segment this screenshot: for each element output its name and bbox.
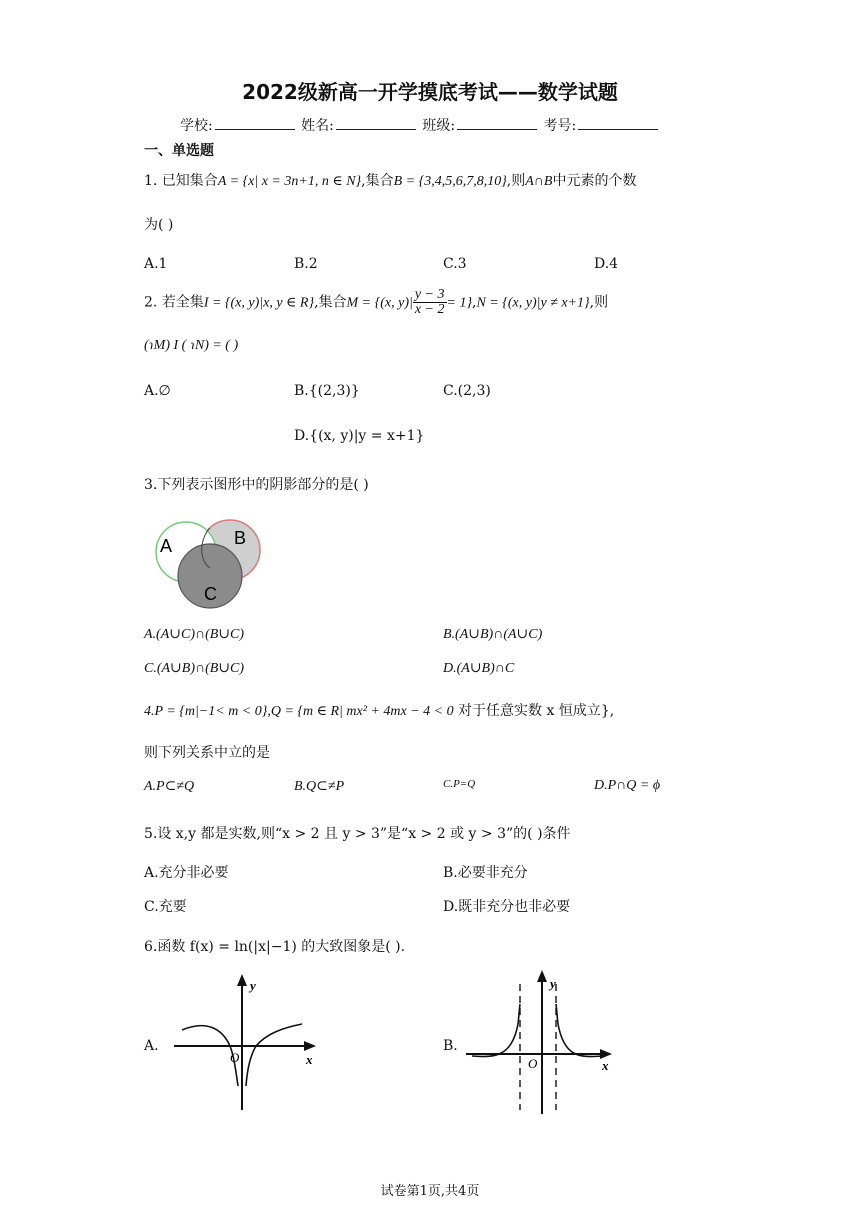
x-axis-label: x bbox=[306, 1052, 313, 1067]
x-axis-label: x bbox=[602, 1058, 609, 1073]
q1-option-c[interactable]: C.3 bbox=[443, 256, 467, 272]
y-axis-label: y bbox=[550, 976, 556, 991]
text: 中元素的个数 bbox=[552, 173, 637, 189]
curve-left bbox=[472, 1004, 520, 1057]
q3-option-a[interactable]: A.(A∪C)∩(B∪C) bbox=[144, 627, 245, 642]
set-i: I = {(x, y)|x, y ∈ R} bbox=[203, 295, 315, 311]
set-definitions: 4.P = {m|−1< m < 0},Q = {m ∈ R| mx² + 4mx − 4 < 0 bbox=[144, 704, 454, 719]
q6-option-a[interactable]: A. bbox=[144, 1038, 159, 1054]
page-title: 2022级新高一开学摸底考试——数学试题 bbox=[242, 80, 618, 104]
question-number: 1. bbox=[144, 173, 158, 189]
question-1-stem-cont: 为( ) bbox=[144, 217, 174, 233]
school-blank bbox=[215, 115, 295, 130]
name-blank bbox=[336, 115, 416, 130]
text: 若全集 bbox=[161, 294, 204, 311]
name-label: 姓名: bbox=[301, 118, 334, 134]
q4-option-a[interactable]: A.P⊂≠Q bbox=[144, 779, 195, 794]
question-4-stem-cont: 则下列关系中立的是 bbox=[144, 745, 270, 761]
question-1-stem bbox=[144, 170, 636, 190]
q5-option-c[interactable]: C.充要 bbox=[144, 899, 187, 915]
page-footer: 试卷第1页,共4页 bbox=[380, 1184, 480, 1199]
y-axis-label: y bbox=[250, 978, 256, 993]
origin-label: O bbox=[528, 1056, 538, 1071]
question-4-stem bbox=[144, 700, 614, 720]
q1-option-a[interactable]: A.1 bbox=[144, 256, 168, 272]
curve-right bbox=[246, 1024, 302, 1086]
q2-option-b[interactable]: B.{(2,3)} bbox=[294, 383, 360, 399]
q2-option-d[interactable]: D.{(x, y)|y = x+1} bbox=[294, 428, 425, 444]
y-axis-arrow bbox=[537, 970, 547, 982]
class-label: 班级: bbox=[422, 118, 456, 134]
set-b: B = {3,4,5,6,7,8,10} bbox=[393, 174, 507, 189]
q5-option-b[interactable]: B.必要非充分 bbox=[443, 865, 528, 881]
set-n: N = {(x, y)|y ≠ x+1} bbox=[476, 295, 590, 311]
q5-option-a[interactable]: A.充分非必要 bbox=[144, 865, 229, 881]
text: ,集合 bbox=[314, 294, 347, 311]
q3-option-b[interactable]: B.(A∪B)∩(A∪C) bbox=[443, 627, 543, 642]
x-axis-arrow bbox=[304, 1041, 316, 1051]
q2-option-c[interactable]: C.(2,3) bbox=[443, 383, 491, 399]
q6-option-b[interactable]: B. bbox=[443, 1038, 458, 1054]
school-label: 学校: bbox=[180, 118, 213, 134]
q1-option-d[interactable]: D.4 bbox=[594, 256, 619, 272]
venn-diagram bbox=[140, 508, 270, 614]
q4-option-b[interactable]: B.Q⊂≠P bbox=[294, 779, 345, 794]
question-number: 2. bbox=[144, 294, 158, 311]
fraction-numerator: y − 3 bbox=[414, 287, 445, 302]
class-blank bbox=[457, 115, 537, 130]
q4-option-d[interactable]: D.P∩Q = ϕ bbox=[594, 778, 661, 793]
venn-label-b: B bbox=[234, 528, 247, 548]
graph-option-a bbox=[170, 968, 320, 1116]
q2-option-a[interactable]: A.∅ bbox=[144, 383, 171, 399]
text: 对于任意实数 x 恒成立}, bbox=[458, 703, 615, 719]
fraction-denominator: x − 2 bbox=[414, 302, 445, 317]
q3-option-d[interactable]: D.(A∪B)∩C bbox=[443, 661, 515, 676]
text: ,则 bbox=[506, 173, 526, 189]
text: ,则 bbox=[589, 294, 609, 311]
venn-label-a: A bbox=[160, 536, 173, 556]
intersection-expr: A∩B bbox=[525, 174, 553, 189]
student-info-line bbox=[180, 115, 660, 135]
q3-option-c[interactable]: C.(A∪B)∩(B∪C) bbox=[144, 661, 245, 676]
q5-option-d[interactable]: D.既非充分也非必要 bbox=[443, 899, 571, 915]
question-6-stem: 6.函数 f(x) = ln(|x|−1) 的大致图象是( ). bbox=[144, 939, 406, 955]
venn-label-c: C bbox=[204, 584, 217, 604]
set-m-suffix: = 1} bbox=[446, 295, 473, 311]
set-a: A = {x| x = 3n+1, n ∈ N} bbox=[217, 174, 362, 189]
id-blank bbox=[578, 115, 658, 130]
question-2-stem: 2. 若全集I = {(x, y)|x, y ∈ R},集合M = {(x, y)| $\frac{y - 3}{x - 2}$ = 1},N = {(x, y)|y ≠ x+1},则 bbox=[144, 287, 609, 317]
set-m-prefix: M = {(x, y)| bbox=[346, 295, 413, 311]
y-axis-arrow bbox=[237, 974, 247, 986]
question-5-stem: 5.设 x,y 都是实数,则“x > 2 且 y > 3”是“x > 2 或 y > 3”的( )条件 bbox=[144, 826, 571, 842]
curve-right bbox=[556, 1004, 602, 1057]
id-label: 考号: bbox=[543, 118, 577, 134]
text: ,集合 bbox=[361, 173, 394, 189]
section-heading: 一、单选题 bbox=[144, 143, 214, 159]
q4-option-c[interactable]: C.P=Q bbox=[443, 778, 476, 790]
origin-label: O bbox=[230, 1050, 240, 1065]
question-3-stem: 3.下列表示图形中的阴影部分的是( ) bbox=[144, 477, 369, 493]
graph-option-b bbox=[462, 964, 618, 1120]
set-m-fraction bbox=[413, 288, 447, 317]
question-2-expression: (ɿM) I ( ɿN) = ( ) bbox=[144, 338, 239, 353]
q1-option-b[interactable]: B.2 bbox=[294, 256, 318, 272]
text: 已知集合 bbox=[161, 173, 218, 189]
